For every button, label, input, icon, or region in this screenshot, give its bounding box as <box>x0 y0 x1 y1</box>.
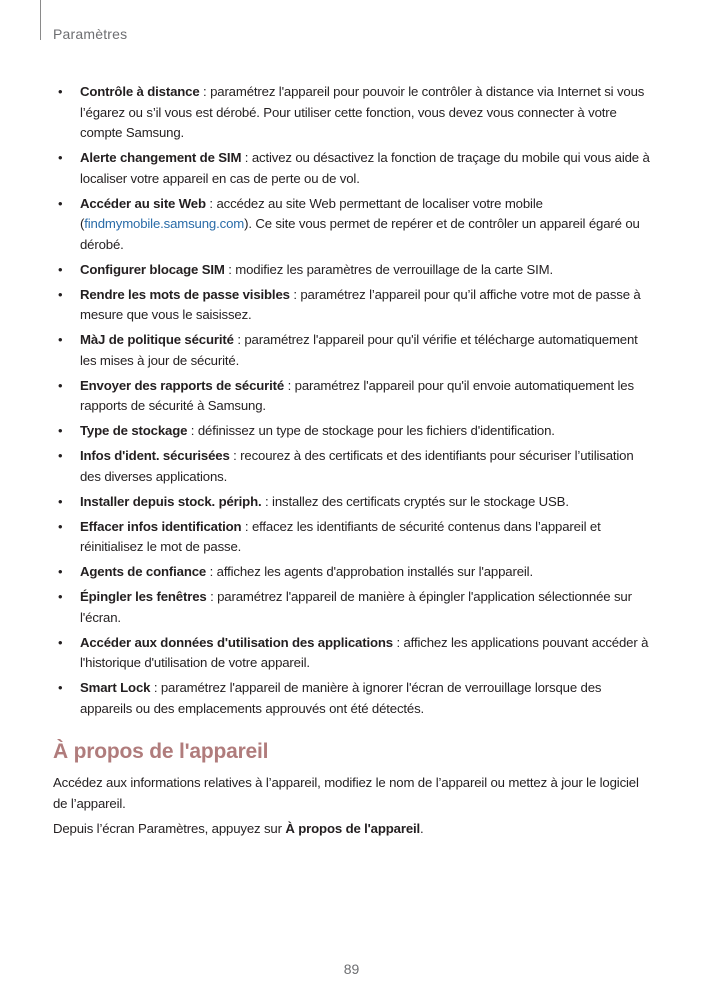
list-item <box>0 376 703 417</box>
item-description: : paramétrez l'appareil pour pouvoir le contrôler à distance via Internet si vous l’égarez ou s’il vous est dérobé. Pour utiliser cette fonction, vous devez vous connecter à votre compte Samsung. <box>80 84 645 140</box>
paragraph-2-prefix: Depuis l’écran Paramètres, appuyez sur <box>53 821 286 836</box>
item-description: : paramétrez l'appareil de manière à épingler l'application sélectionnée sur l'écran. <box>80 589 632 625</box>
list-item <box>0 587 703 628</box>
item-term: Effacer infos identification <box>80 518 242 534</box>
item-description: : paramétrez l'appareil pour qu'il envoie automatiquement les rapports de sécurité à Samsung. <box>80 377 634 413</box>
item-description: : paramétrez l'appareil pour qu'il vérifie et télécharge automatiquement les mises à jour de sécurité. <box>80 332 638 368</box>
list-item <box>0 260 703 281</box>
settings-bullet-list <box>0 82 703 724</box>
item-term: Alerte changement de SIM <box>80 150 242 165</box>
section-title: À propos de l'appareil <box>53 740 269 763</box>
item-description: : affichez les agents d'approbation installés sur l'appareil. <box>206 564 533 579</box>
list-item <box>0 330 703 371</box>
bullet-icon: • <box>58 680 63 695</box>
bullet-icon: • <box>58 84 63 99</box>
list-item <box>0 678 703 719</box>
item-description: : installez des certificats cryptés sur le stockage USB. <box>261 493 569 509</box>
bullet-icon: • <box>58 564 63 579</box>
list-item <box>0 148 703 189</box>
list-item <box>0 562 703 583</box>
list-item <box>0 82 703 144</box>
bullet-icon: • <box>58 377 63 393</box>
item-term: Smart Lock <box>80 680 151 695</box>
bullet-icon: • <box>58 332 63 347</box>
list-item <box>0 446 703 487</box>
page-number: 89 <box>343 961 360 977</box>
item-description: : définissez un type de stockage pour les fichiers d'identification. <box>187 423 555 438</box>
item-description: : paramétrez l'appareil de manière à ignorer l'écran de verrouillage lorsque des appareils ou des emplacements approuvés ont été détectés. <box>80 680 602 716</box>
paragraph-2-bold: À propos de l'appareil <box>285 821 421 836</box>
bullet-icon: • <box>58 195 63 211</box>
item-term: Accéder aux données d'utilisation des applications <box>80 634 393 650</box>
item-term: Agents de confiance <box>80 564 207 579</box>
item-description: : affichez les applications pouvant accéder à l'historique d'utilisation de votre appareil. <box>80 634 649 670</box>
header-title: Paramètres <box>53 26 128 42</box>
item-description: : recourez à des certificats et des identifiants pour sécuriser l’utilisation des diverses applications. <box>80 448 634 484</box>
item-term: Configurer blocage SIM <box>80 261 225 277</box>
bullet-icon: • <box>58 150 63 165</box>
findmymobile-link[interactable]: findmymobile.samsung.com <box>84 216 245 231</box>
item-term: Contrôle à distance <box>80 84 200 99</box>
item-term: Infos d'ident. sécurisées <box>80 448 230 463</box>
item-description-continued: ). Ce site vous permet de repérer et de contrôler un appareil égaré ou dérobé. <box>80 216 640 252</box>
list-item <box>0 194 703 256</box>
item-term: Installer depuis stock. périph. <box>80 493 262 509</box>
bullet-icon: • <box>58 589 63 604</box>
item-term: Rendre les mots de passe visibles <box>80 286 290 302</box>
bullet-icon: • <box>58 634 63 650</box>
paragraph-2-suffix: . <box>420 821 424 836</box>
bullet-icon: • <box>58 261 63 277</box>
bullet-icon: • <box>58 493 63 509</box>
item-term: Épingler les fenêtres <box>80 589 207 604</box>
bullet-icon: • <box>58 286 63 302</box>
item-term: Envoyer des rapports de sécurité <box>80 377 285 393</box>
header-rule <box>40 0 41 40</box>
item-description: : effacez les identifiants de sécurité contenus dans l’appareil et réinitialisez le mot de passe. <box>80 518 601 554</box>
section-paragraph-1: Accédez aux informations relatives à l’appareil, modifiez le nom de l’appareil ou mettez à jour le logiciel de l’appareil. <box>53 775 639 811</box>
bullet-icon: • <box>58 423 63 438</box>
list-item <box>0 633 703 674</box>
item-description: : modifiez les paramètres de verrouillage de la carte SIM. <box>224 261 554 277</box>
item-term: Accéder au site Web <box>80 195 206 211</box>
item-description: : accédez au site Web permettant de localiser votre mobile ( <box>80 195 543 231</box>
list-item <box>0 285 703 326</box>
item-term: MàJ de politique sécurité <box>80 332 234 347</box>
bullet-icon: • <box>58 518 63 534</box>
list-item <box>0 421 703 442</box>
list-item <box>0 492 703 513</box>
item-description: : paramétrez l’appareil pour qu’il affiche votre mot de passe à mesure que vous le saisissez. <box>80 286 641 322</box>
item-description: : activez ou désactivez la fonction de traçage du mobile qui vous aide à localiser votre appareil en cas de perte ou de vol. <box>80 150 650 186</box>
bullet-icon: • <box>58 448 63 463</box>
list-item <box>0 517 703 558</box>
section-paragraph-2 <box>53 818 653 839</box>
item-term: Type de stockage <box>80 423 188 438</box>
